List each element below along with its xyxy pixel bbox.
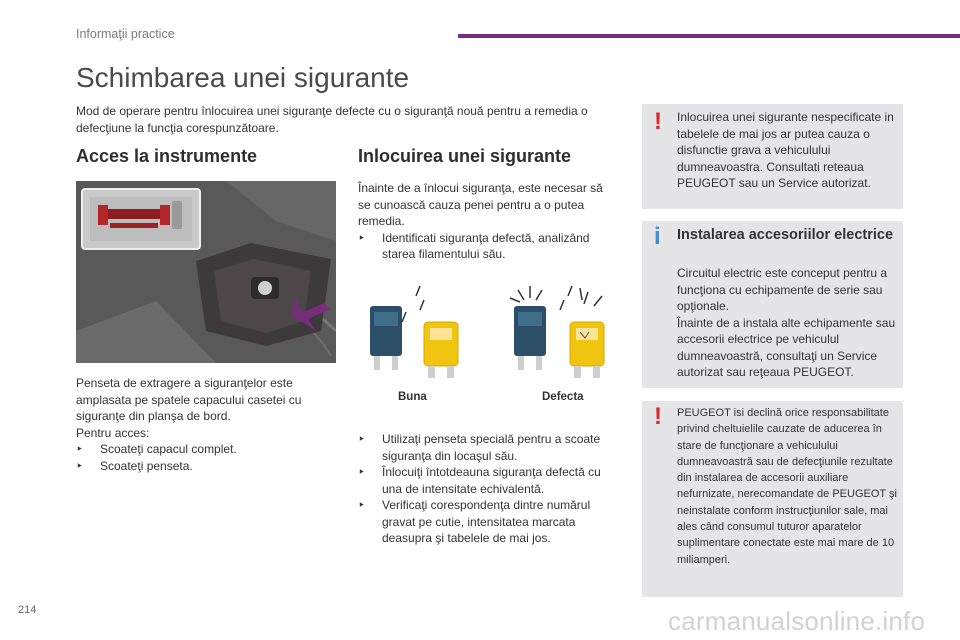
- label-defect-fuse: Defecta: [542, 391, 584, 403]
- info-text-1: Circuitul electric este conceput pentru a funcţiona cu echipamente de serie sau opţionale.: [677, 266, 888, 313]
- info-icon: i: [654, 223, 661, 250]
- heading-acces: Acces la instrumente: [76, 146, 258, 166]
- inlocuirea-step-2: ‣ Înlocuiţi întotdeauna siguranţa defectă cu una de intensitate echivalentă.: [358, 464, 614, 497]
- fuse-comparison-illustration: [358, 282, 614, 392]
- defect-fuse-icon: [510, 286, 604, 378]
- inlocuirea-step-3: ‣ Verificaţi corespondenţa dintre numărul gravat pe cutie, intensitatea marcata deasupra şi tabelele de mai jos.: [358, 497, 614, 547]
- inlocuirea-step-1: ‣ Utilizaţi penseta specială pentru a scoate siguranţa din locaşul său.: [358, 431, 614, 464]
- liability-text: PEUGEOT isi declină orice responsabilitate privind cheltuielile cauzate de aducerea în stare de funcţionare a vehiculului dumneavoastră sau de defecţiunile rezultate din instalarea de accesorii auxiliare nefurnizate, nerecomandate de PEUGEOT şi neinstalate conform instrucţiunilor sale, mai ales când consumul tuturor aparatelor suplimentare conectate este mai mare de 10 miliamperi.: [677, 407, 897, 566]
- info-text: [677, 265, 899, 381]
- exclamation-icon: !: [654, 108, 662, 135]
- watermark: carmanualsonline.info: [668, 606, 926, 636]
- warning-box-fuses: [642, 104, 903, 209]
- info-text-2: Înainte de a instala alte echipamente sau accesorii electrice pe vehiculul dumneavoastră, consultaţi un Service autorizat sau reţeaua PEUGEOT.: [677, 315, 896, 379]
- header-accent-bar: [458, 34, 960, 38]
- page-title: Schimbarea unei sigurante: [76, 62, 410, 93]
- acces-step-2: ‣ Scoateţi penseta.: [76, 458, 338, 475]
- acces-paragraph: Penseta de extragere a siguranţelor este amplasata pe spatele capacului casetei cu siguranţe din planşa de bord.: [76, 376, 302, 423]
- warning-text: Inlocuirea unei sigurante nespecificate in tabelele de mai jos ar putea cauza o disfunctie grava a vehiculului dumneavoastra. Consultati reteaua PEUGEOT sau un Service autorizat.: [677, 110, 894, 190]
- page-number: 214: [18, 604, 37, 616]
- warning-box-liability: [642, 401, 903, 597]
- section-label: Informaţii practice: [76, 27, 175, 41]
- inlocuirea-paragraph: Înainte de a înlocui siguranţa, este necesar să se cunoască cauza penei pentru a o putea remedia.: [358, 181, 603, 228]
- label-good-fuse: Buna: [398, 391, 427, 403]
- inlocuirea-text-1: [358, 180, 614, 263]
- fuse-box-photo: [76, 181, 336, 363]
- intro-paragraph: Mod de operare pentru înlocuirea unei siguranţe defecte cu o siguranţă nouă pentru a remedia o defecţiune la funcţia corespunzătoare.: [76, 104, 588, 135]
- dashboard-illustration: [76, 181, 336, 363]
- inlocuirea-step-identify: ‣ Identificati siguranţa defectă, analizând starea filamentului său.: [358, 230, 614, 263]
- info-box-accessories: [642, 221, 903, 388]
- heading-inlocuirea: Inlocuirea unei sigurante: [358, 146, 572, 166]
- inlocuirea-steps: [358, 431, 614, 547]
- exclamation-icon: !: [654, 403, 662, 430]
- good-fuse-icon: [370, 286, 458, 378]
- acces-text: [76, 375, 338, 474]
- acces-step-1: ‣ Scoateţi capacul complet.: [76, 441, 338, 458]
- acces-sub: Pentru acces:: [76, 425, 150, 440]
- info-heading: Instalarea accesoriilor electrice: [677, 227, 894, 243]
